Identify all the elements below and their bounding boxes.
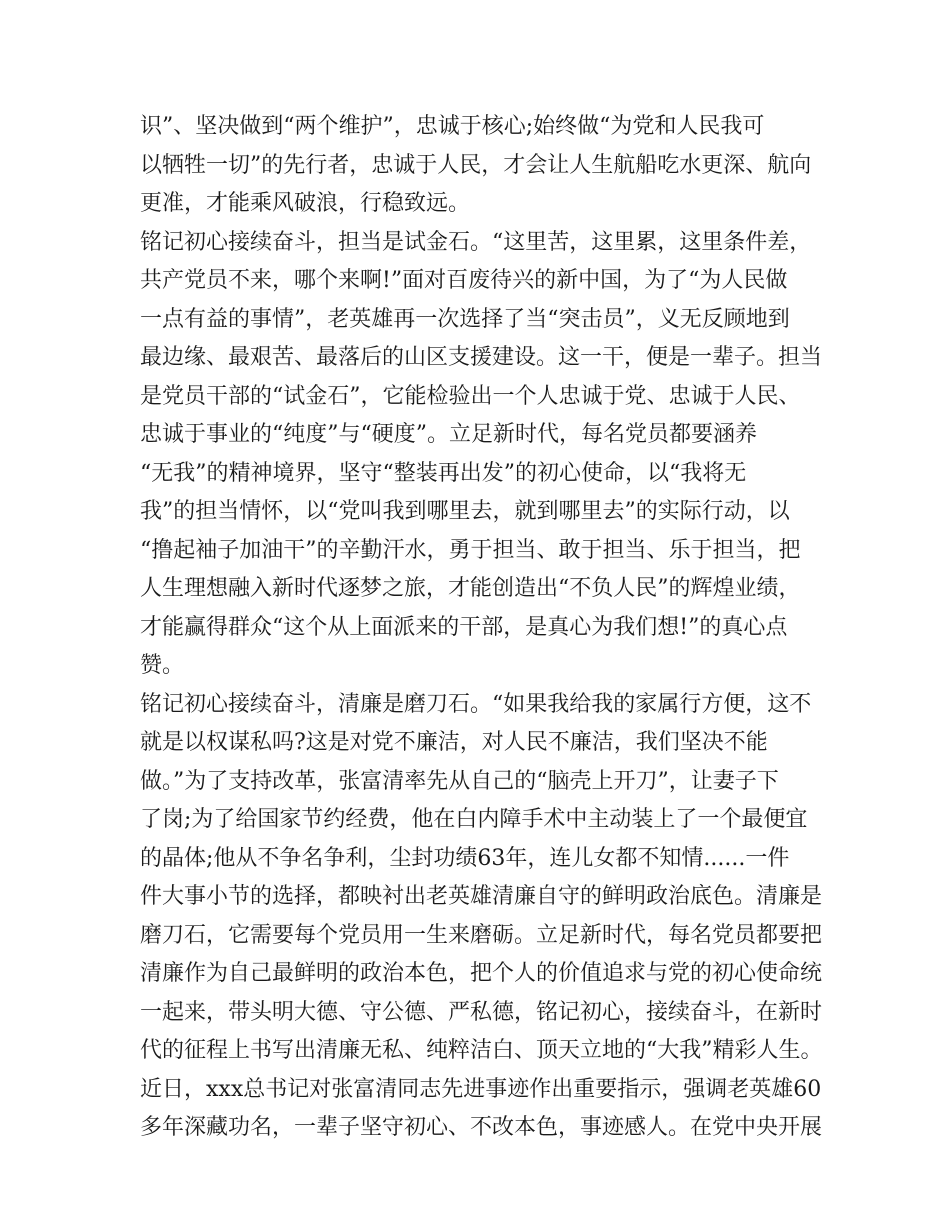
document-body [140,108,830,1148]
text-line: 共产党员不来，哪个来啊!”面对百废待兴的新中国，为了“为人民做 [140,268,788,293]
text-line: 做。”为了支持改革，张富清率先从自己的“脑壳上开刀”，让妻子下 [140,768,779,794]
text-line: “撸起袖子加油干”的辛勤汗水，勇于担当、敢于担当、乐于担当，把 [140,537,801,563]
text-line: 才能赢得群众“这个从上面派来的干部，是真心为我们想!”的真心点 [140,614,788,640]
text-line: 多年深藏功名，一辈子坚守初心、不改本色，事迹感人。在党中央开展 [140,1115,823,1140]
text-line: 以牺牲一切”的先行者，忠诚于人民，才会让人生航船吃水更深、航向 [140,152,812,178]
text-line: 就是以权谋私吗?这是对党不廉洁，对人民不廉洁，我们坚决不能 [140,730,768,755]
text-line: 的晶体;他从不争名争利，尘封功绩63年，连儿女都不知情......一件 [140,845,790,871]
text-line: 近日，xxx总书记对张富清同志先进事迹作出重要指示，强调老英雄60 [140,1076,822,1102]
text-line: 识”、坚决做到“两个维护”，忠诚于核心;始终做“为党和人民我可 [140,114,765,139]
text-line: 我”的担当情怀，以“党叫我到哪里去，就到哪里去”的实际行动，以 [140,499,790,524]
text-line: 赞。 [140,653,185,678]
text-line: 代的征程上书写出清廉无私、纯粹洁白、顶天立地的“大我”精彩人生。 [140,1038,823,1063]
text-line: 是党员干部的“试金石”，它能检验出一个人忠诚于党、忠诚于人民、 [140,383,801,409]
text-line: 磨刀石，它需要每个党员用一生来磨砺。立足新时代，每名党员都要把 [140,922,823,948]
text-line: 最边缘、最艰苦、最落后的山区支援建设。这一干，便是一辈子。担当 [140,345,823,370]
text-line: 清廉作为自己最鲜明的政治本色，把个人的价值追求与党的初心使命统 [140,961,823,986]
text-line: 铭记初心接续奋斗，清廉是磨刀石。“如果我给我的家属行方便，这不 [140,691,812,717]
text-line: 铭记初心接续奋斗，担当是试金石。“这里苦，这里累，这里条件差， [140,229,812,255]
text-line: 更准，才能乘风破浪，行稳致远。 [140,191,471,216]
text-line: 忠诚于事业的“纯度”与“硬度”。立足新时代，每名党员都要涵养 [140,422,757,447]
text-line: 件大事小节的选择，都映衬出老英雄清廉自守的鲜明政治底色。清廉是 [140,884,823,909]
text-line: 了岗;为了给国家节约经费，他在白内障手术中主动装上了一个最便宜 [140,807,808,832]
text-line: 人生理想融入新时代逐梦之旅，才能创造出“不负人民”的辉煌业绩， [140,576,801,601]
text-line: 一起来，带头明大德、守公德、严私德，铭记初心，接续奋斗，在新时 [140,999,823,1025]
text-line: “无我”的精神境界，坚守“整装再出发”的初心使命，以“我将无 [140,460,747,486]
text-line: 一点有益的事情”，老英雄再一次选择了当“突击员”，义无反顾地到 [140,306,790,332]
